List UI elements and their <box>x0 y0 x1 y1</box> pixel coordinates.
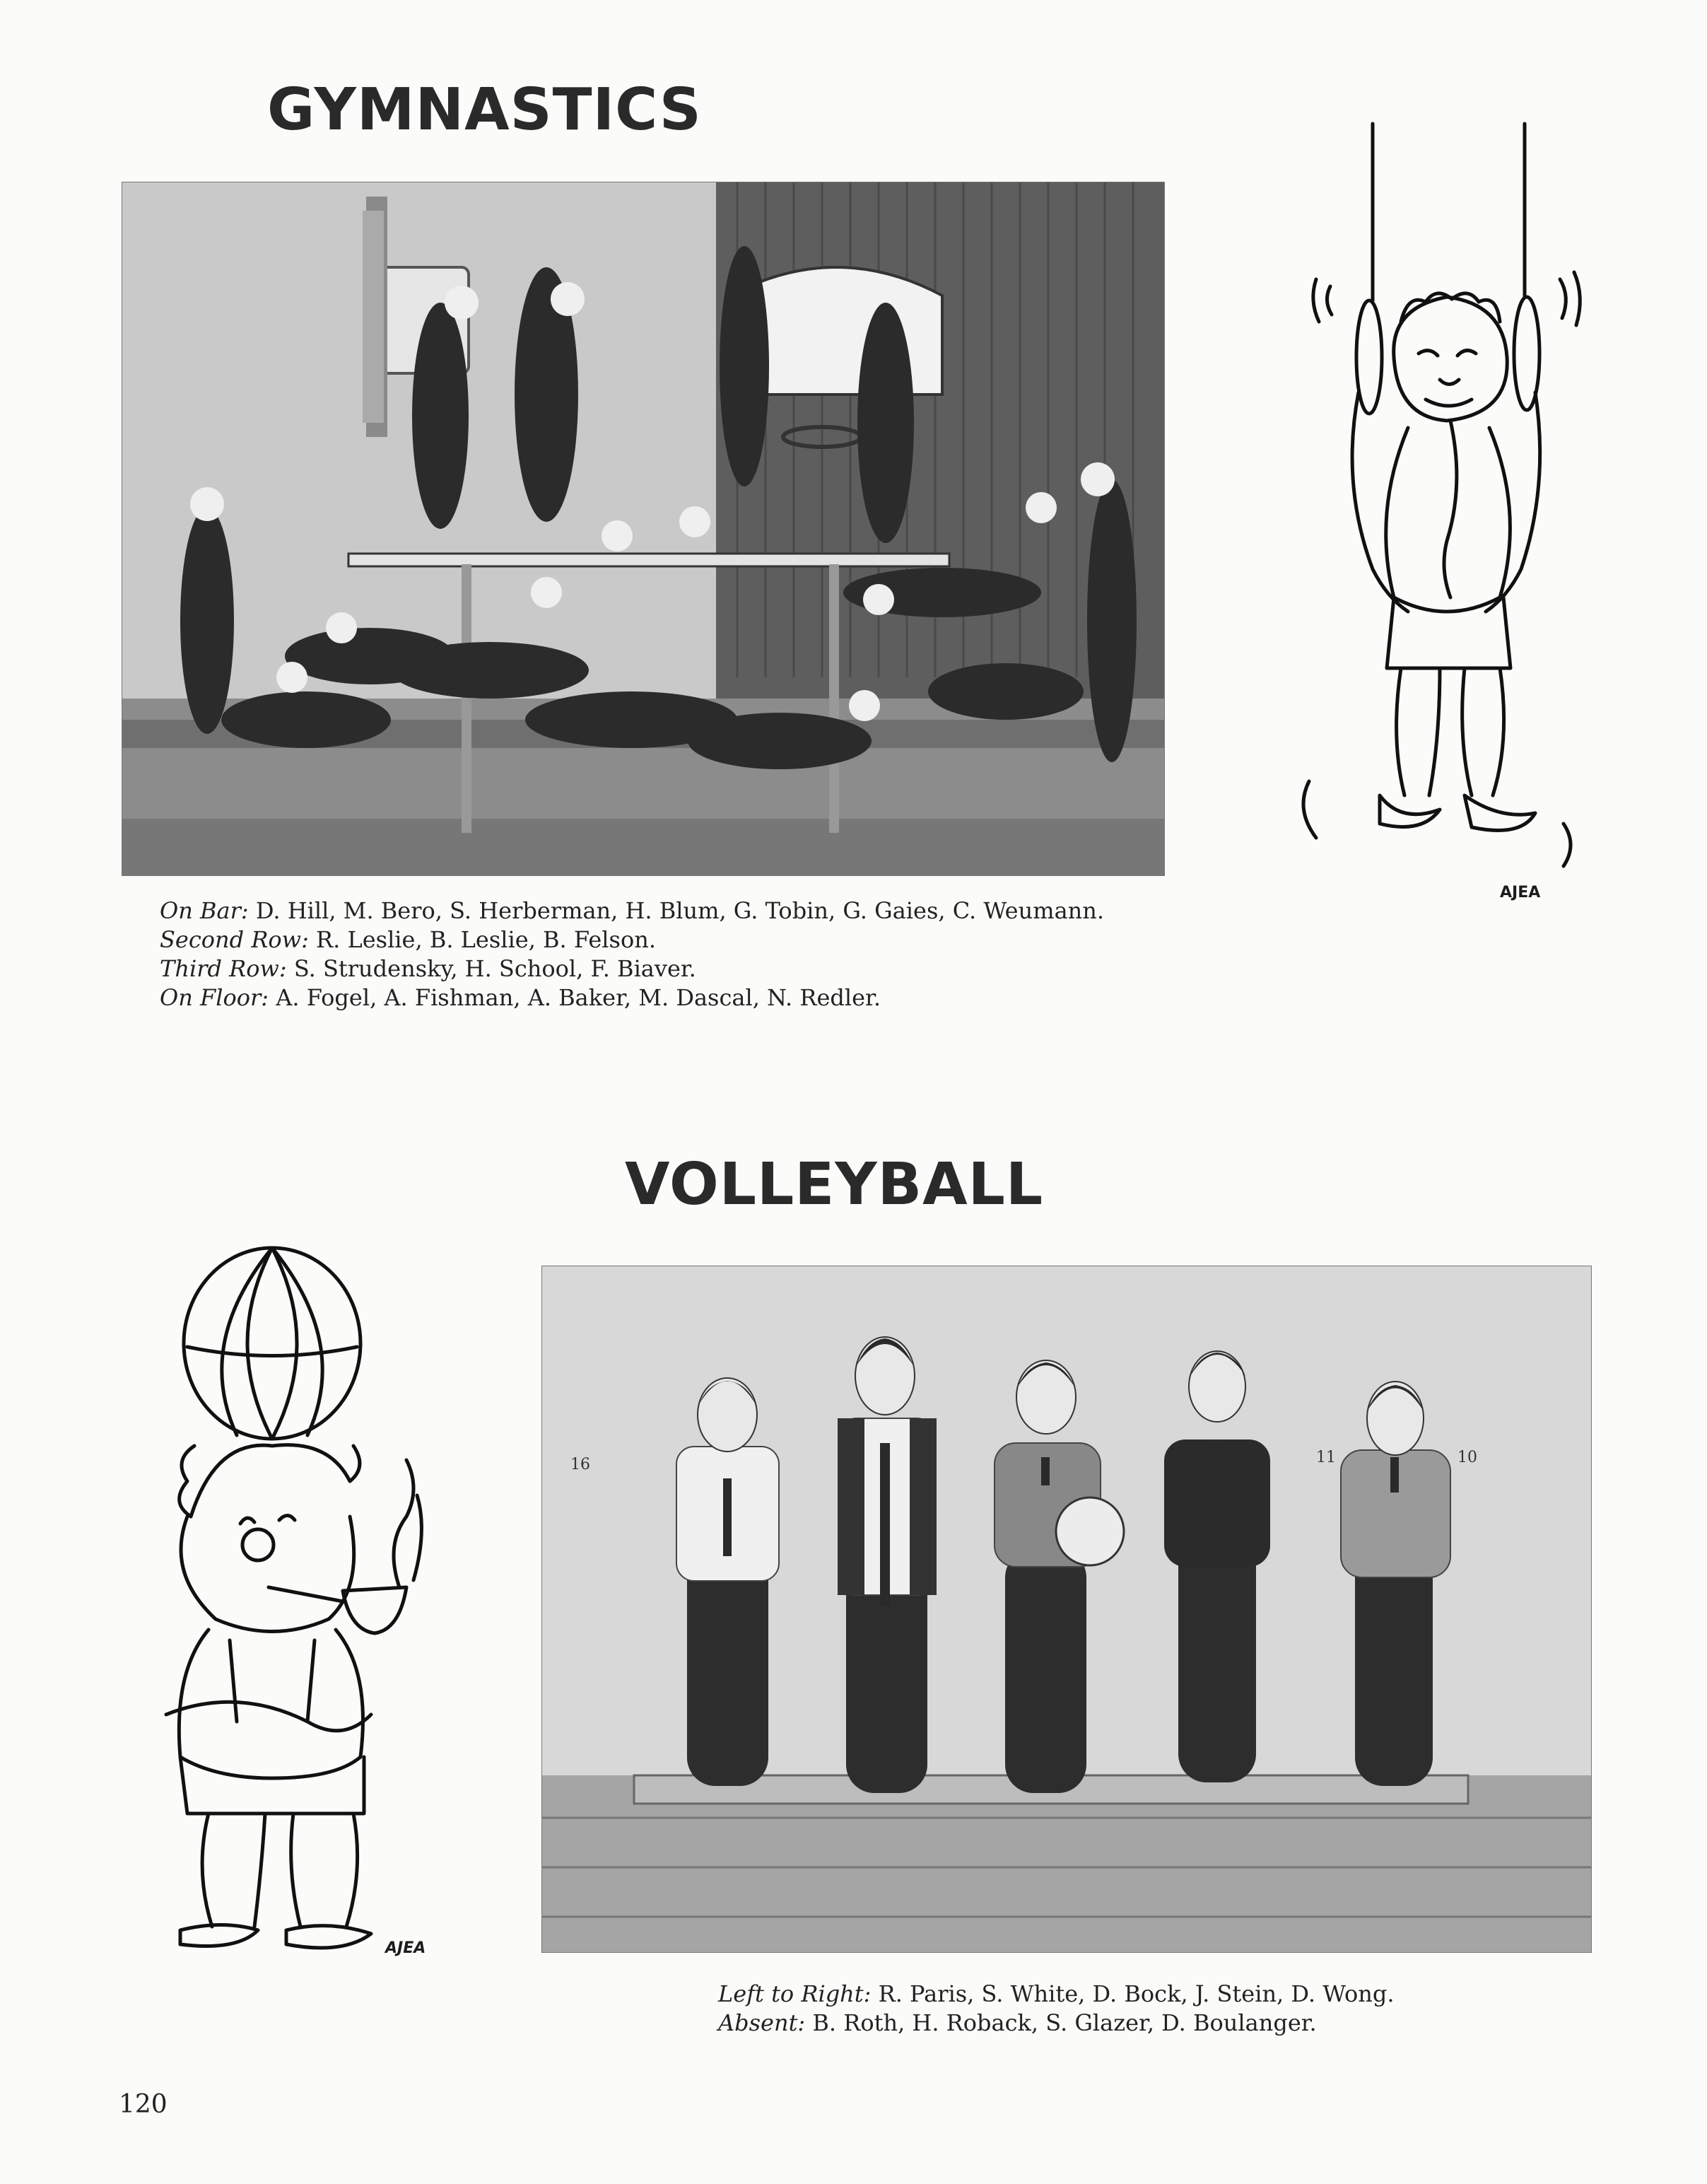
caption-label: Left to Right: <box>718 1980 872 2007</box>
caption-names: S. Strudensky, H. School, F. Biaver. <box>293 955 696 982</box>
caption-line <box>718 1980 1395 2009</box>
caption-names: A. Fogel, A. Fishman, A. Baker, M. Dascal, N. Redler. <box>276 984 881 1011</box>
caption-names: R. Leslie, B. Leslie, B. Felson. <box>316 926 656 953</box>
caption-line <box>718 2009 1395 2038</box>
jersey-number: 16 <box>570 1456 590 1473</box>
gymnastics-caption <box>160 897 1104 1012</box>
caption-names: R. Paris, S. White, D. Bock, J. Stein, D. Wong. <box>878 1980 1395 2007</box>
caption-label: Absent: <box>718 2009 806 2036</box>
caption-label: Second Row: <box>160 926 309 953</box>
caption-label: On Bar: <box>160 897 249 924</box>
caption-line <box>160 983 1104 1012</box>
gymnastics-heading: GYMNASTICS <box>267 76 702 144</box>
rings-gymnast-cartoon <box>1267 117 1599 909</box>
caption-line <box>160 897 1104 925</box>
cartoon-signature: AJEA <box>1500 884 1541 901</box>
volleyball-player-cartoon <box>110 1234 477 1983</box>
caption-label: On Floor: <box>160 984 269 1011</box>
caption-label: Third Row: <box>160 955 287 982</box>
jersey-number: 10 <box>1457 1449 1477 1466</box>
volleyball-photo-scene <box>542 1266 1591 1952</box>
caption-names: B. Roth, H. Roback, S. Glazer, D. Boulanger. <box>812 2009 1317 2036</box>
gymnastics-team-photo <box>122 182 1165 876</box>
page-number: 120 <box>119 2090 168 2119</box>
jersey-number: 11 <box>1316 1449 1336 1466</box>
volleyball-team-photo <box>541 1266 1592 1953</box>
volleyball-heading: VOLLEYBALL <box>625 1151 1044 1218</box>
caption-line <box>160 954 1104 983</box>
caption-line <box>160 925 1104 954</box>
volleyball-caption <box>718 1980 1395 2038</box>
gymnastics-photo-scene <box>122 182 1164 875</box>
cartoon-signature: AJEA <box>385 1939 426 1957</box>
caption-names: D. Hill, M. Bero, S. Herberman, H. Blum, G. Tobin, G. Gaies, C. Weumann. <box>255 897 1105 924</box>
